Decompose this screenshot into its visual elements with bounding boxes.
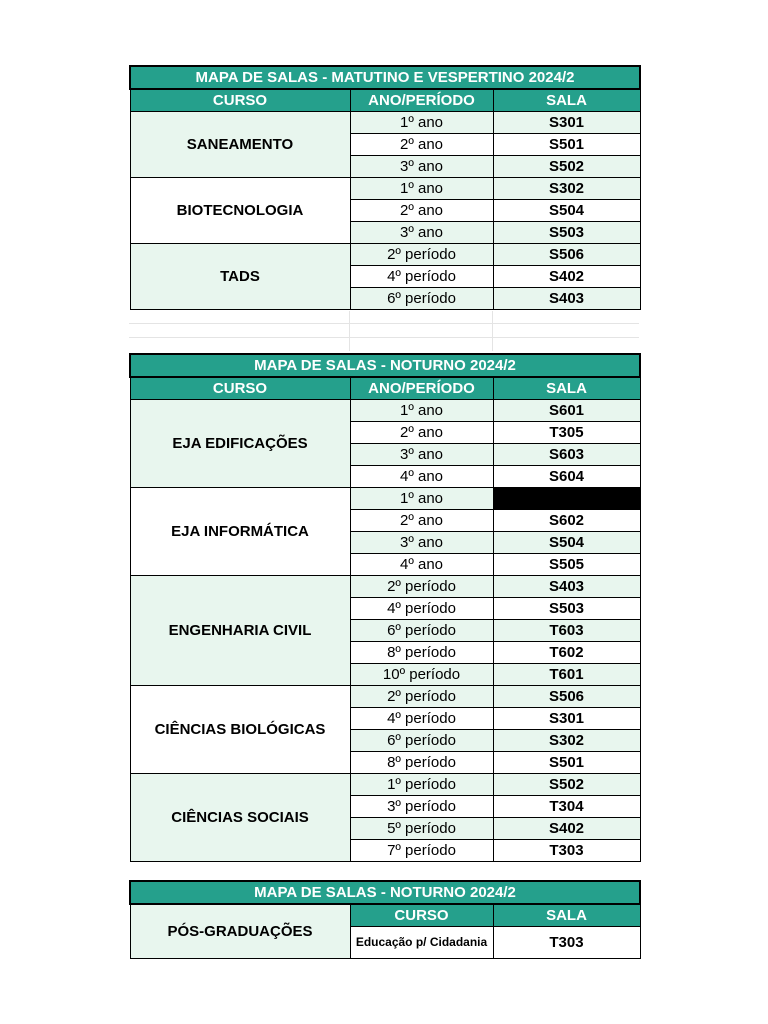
course-name: TADS bbox=[130, 244, 350, 310]
table-row bbox=[130, 112, 640, 134]
period-cell: 7º período bbox=[350, 840, 493, 862]
course-name: SANEAMENTO bbox=[130, 112, 350, 178]
period-cell: 4º ano bbox=[350, 466, 493, 488]
column-header-sala: SALA bbox=[493, 904, 640, 927]
column-header-curso: CURSO bbox=[350, 904, 493, 927]
room-cell: T303 bbox=[493, 927, 640, 959]
course-name: BIOTECNOLOGIA bbox=[130, 178, 350, 244]
room-cell: S504 bbox=[493, 532, 640, 554]
room-cell: T601 bbox=[493, 664, 640, 686]
column-header-sala: SALA bbox=[493, 377, 640, 400]
room-cell: S504 bbox=[493, 200, 640, 222]
room-cell: S501 bbox=[493, 134, 640, 156]
period-cell: 4º ano bbox=[350, 554, 493, 576]
course-name-cell: Educação p/ Cidadania bbox=[350, 927, 493, 959]
postgrad-room-map-table bbox=[129, 880, 641, 959]
spacer-grid bbox=[129, 311, 639, 351]
room-cell: S502 bbox=[493, 156, 640, 178]
table-title: MAPA DE SALAS - NOTURNO 2024/2 bbox=[130, 881, 640, 904]
table-title: MAPA DE SALAS - MATUTINO E VESPERTINO 2024/2 bbox=[130, 66, 640, 89]
period-cell: 3º ano bbox=[350, 444, 493, 466]
room-cell: T603 bbox=[493, 620, 640, 642]
room-cell: S601 bbox=[493, 400, 640, 422]
period-cell: 4º período bbox=[350, 708, 493, 730]
period-cell: 3º ano bbox=[350, 222, 493, 244]
period-cell: 2º ano bbox=[350, 134, 493, 156]
room-cell: T602 bbox=[493, 642, 640, 664]
table-row bbox=[130, 244, 640, 266]
table-row bbox=[130, 576, 640, 598]
table-row bbox=[130, 178, 640, 200]
room-cell: S604 bbox=[493, 466, 640, 488]
table-title: MAPA DE SALAS - NOTURNO 2024/2 bbox=[130, 354, 640, 377]
course-name: ENGENHARIA CIVIL bbox=[130, 576, 350, 686]
room-cell bbox=[493, 488, 640, 510]
course-name: CIÊNCIAS BIOLÓGICAS bbox=[130, 686, 350, 774]
period-cell: 5º período bbox=[350, 818, 493, 840]
period-cell: 6º período bbox=[350, 620, 493, 642]
course-group-label: PÓS-GRADUAÇÕES bbox=[130, 904, 350, 959]
period-cell: 2º ano bbox=[350, 422, 493, 444]
room-cell: S301 bbox=[493, 708, 640, 730]
period-cell: 3º período bbox=[350, 796, 493, 818]
night-room-map-table bbox=[129, 353, 641, 862]
room-cell: S602 bbox=[493, 510, 640, 532]
table-row bbox=[130, 400, 640, 422]
period-cell: 3º ano bbox=[350, 156, 493, 178]
room-cell: S302 bbox=[493, 178, 640, 200]
course-name: CIÊNCIAS SOCIAIS bbox=[130, 774, 350, 862]
room-cell: S302 bbox=[493, 730, 640, 752]
day-room-map-table bbox=[129, 65, 641, 310]
period-cell: 1º ano bbox=[350, 400, 493, 422]
period-cell: 1º ano bbox=[350, 488, 493, 510]
period-cell: 8º período bbox=[350, 752, 493, 774]
room-cell: S501 bbox=[493, 752, 640, 774]
room-cell: S505 bbox=[493, 554, 640, 576]
room-cell: S502 bbox=[493, 774, 640, 796]
period-cell: 2º ano bbox=[350, 510, 493, 532]
column-header-curso: CURSO bbox=[130, 377, 350, 400]
period-cell: 1º ano bbox=[350, 112, 493, 134]
room-cell: S503 bbox=[493, 222, 640, 244]
table-row bbox=[130, 488, 640, 510]
column-header-ano-periodo: ANO/PERÍODO bbox=[350, 89, 493, 112]
room-cell: S506 bbox=[493, 686, 640, 708]
room-cell: T304 bbox=[493, 796, 640, 818]
period-cell: 2º período bbox=[350, 686, 493, 708]
course-name: EJA INFORMÁTICA bbox=[130, 488, 350, 576]
period-cell: 6º período bbox=[350, 288, 493, 310]
period-cell: 10º período bbox=[350, 664, 493, 686]
period-cell: 1º ano bbox=[350, 178, 493, 200]
column-header-ano-periodo: ANO/PERÍODO bbox=[350, 377, 493, 400]
column-header-curso: CURSO bbox=[130, 89, 350, 112]
column-header-sala: SALA bbox=[493, 89, 640, 112]
period-cell: 3º ano bbox=[350, 532, 493, 554]
room-cell: S506 bbox=[493, 244, 640, 266]
room-cell: S402 bbox=[493, 266, 640, 288]
room-cell: S403 bbox=[493, 288, 640, 310]
period-cell: 4º período bbox=[350, 266, 493, 288]
room-cell: S402 bbox=[493, 818, 640, 840]
room-cell: S603 bbox=[493, 444, 640, 466]
period-cell: 2º período bbox=[350, 576, 493, 598]
period-cell: 2º ano bbox=[350, 200, 493, 222]
period-cell: 2º período bbox=[350, 244, 493, 266]
table-row bbox=[130, 686, 640, 708]
room-cell: S403 bbox=[493, 576, 640, 598]
room-cell: T303 bbox=[493, 840, 640, 862]
period-cell: 4º período bbox=[350, 598, 493, 620]
table-row bbox=[130, 774, 640, 796]
room-cell: S503 bbox=[493, 598, 640, 620]
period-cell: 8º período bbox=[350, 642, 493, 664]
room-cell: S301 bbox=[493, 112, 640, 134]
course-name: EJA EDIFICAÇÕES bbox=[130, 400, 350, 488]
period-cell: 1º período bbox=[350, 774, 493, 796]
period-cell: 6º período bbox=[350, 730, 493, 752]
room-cell: T305 bbox=[493, 422, 640, 444]
